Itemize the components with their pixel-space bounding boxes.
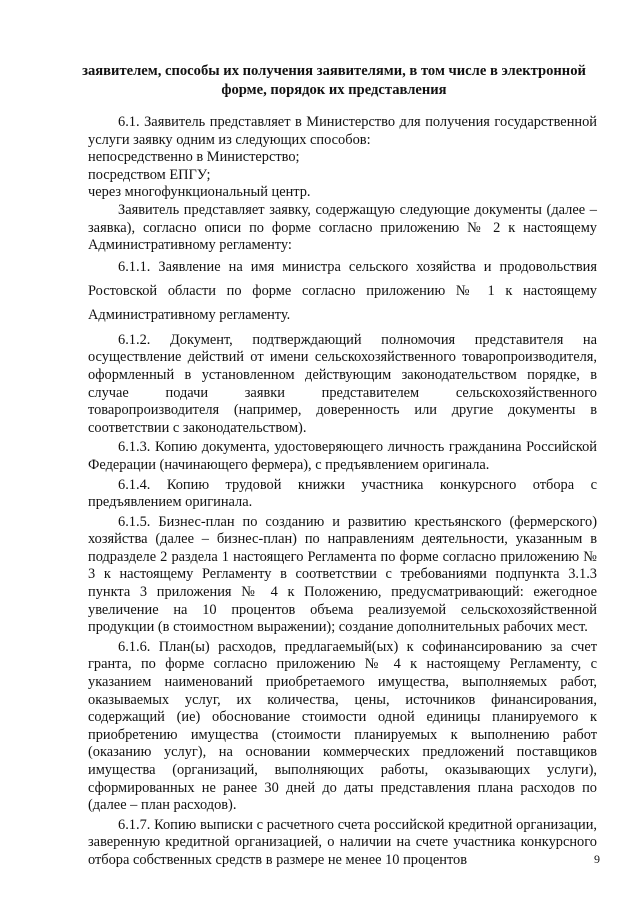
- paragraph-6-1-6: 6.1.6. План(ы) расходов, предлагаемый(ых) к софинансированию за счет гранта, по форме согласно приложению № 4 к настоящему Регламенту, с указанием наименований приобретаемого имущества, выполняемых работ, оказываемых услуг, их количества, цены, источников финансирования, содержащий (ие) обоснование стоимости одной единицы планируемого к приобретению имущества (стоимости планируемых к выполнению работ (оказанию услуг), на основании коммерческих предложений поставщиков имущества (организаций, выполняющих работы, оказывающих услуги), сформированных не ранее 30 дней до даты представления плана расходов по (далее – план расходов).: [88, 638, 597, 814]
- list-item-ministry: непосредственно в Министерство;: [88, 149, 300, 166]
- paragraph-6-1-4: 6.1.4. Копию трудовой книжки участника конкурсного отбора с предъявлением оригинала.: [88, 476, 597, 511]
- section-heading: заявителем, способы их получения заявителями, в том числе в электронной форме, порядок их представления: [82, 63, 586, 98]
- page-number: 9: [594, 852, 600, 866]
- paragraph-6-1-1: 6.1.1. Заявление на имя министра сельского хозяйства и продовольствия Ростовской области по форме согласно приложению № 1 к настоящему Административному регламенту.: [88, 258, 597, 323]
- document-body: [88, 114, 597, 870]
- paragraph-6-1-3: 6.1.3. Копию документа, удостоверяющего личность гражданина Российской Федерации (начинающего фермера), с предъявлением оригинала.: [88, 439, 597, 473]
- paragraph-6-1-5: 6.1.5. Бизнес-план по созданию и развитию крестьянского (фермерского) хозяйства (далее – бизнес-план) по направлениям деятельности, указанным в подразделе 2 раздела 1 настоящего Регламента по форме согласно приложению № 3 к настоящему Регламенту в соответствии с требованиями подпункта 3.1.3 пункта 3 приложения № 4 к Положению, предусматривающий: ежегодное увеличение на 10 процентов объема реализуемой сельскохозяйственной продукции (в стоимостном выражении); создание дополнительных рабочих мест.: [88, 513, 597, 636]
- paragraph-6-1: 6.1. Заявитель представляет в Министерство для получения государственной услуги заявку одним из следующих способов:: [88, 114, 597, 148]
- paragraph-6-1-applicant: Заявитель представляет заявку, содержащую следующие документы (далее – заявка), согласно описи по форме согласно приложению № 2 к настоящему Административному регламенту:: [88, 201, 597, 254]
- list-item-mfc: через многофункциональный центр.: [88, 184, 311, 201]
- paragraph-6-1-7: 6.1.7. Копию выписки с расчетного счета российской кредитной организации, заверенную кредитной организацией, о наличии на счете участника конкурсного отбора собственных средств в размере не менее 10 процентов: [88, 816, 597, 868]
- paragraph-6-1-2: 6.1.2. Документ, подтверждающий полномочия представителя на осуществление действий от имени сельскохозяйственного товаропроизводителя, оформленный в установленном действующим законодательством порядке, в случае подачи заявки представителем сельскохозяйственного товаропроизводителя (например, доверенность или другие документы в соответствии с законодательством).: [88, 331, 597, 436]
- list-item-epgu: посредством ЕПГУ;: [88, 166, 211, 183]
